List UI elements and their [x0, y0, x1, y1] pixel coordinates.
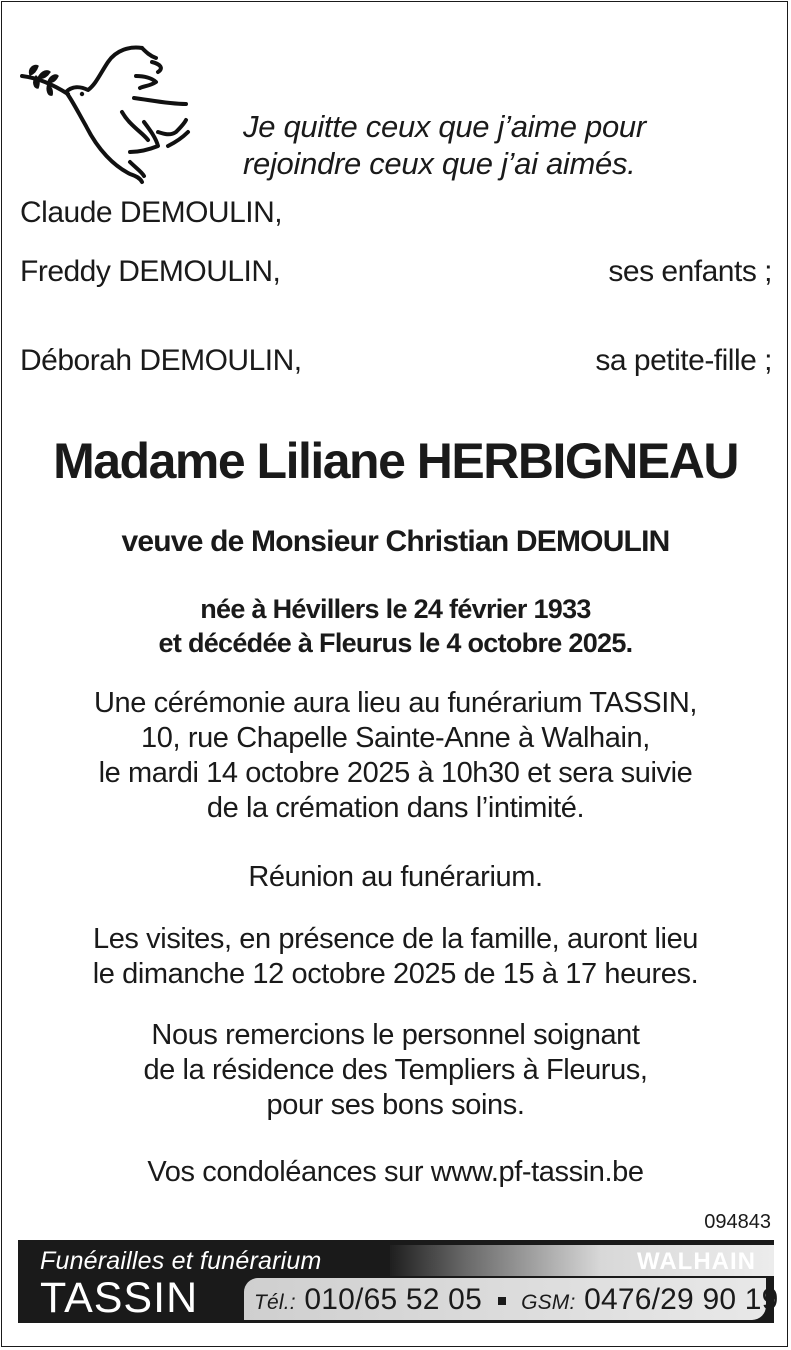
banner-town: WALHAIN [637, 1248, 756, 1275]
thanks-line: de la résidence des Templiers à Fleurus, [143, 1054, 648, 1086]
family-member-row [20, 252, 772, 292]
quote-line-1: Je quitte ceux que j’aime pour [243, 109, 646, 144]
birth-line: née à Hévillers le 24 février 1933 [200, 594, 591, 624]
ceremony-line: Une cérémonie aura lieu au funérarium TASSIN, [93, 687, 698, 719]
family-member-row [20, 341, 772, 381]
family-member-relation: ses enfants ; [608, 255, 772, 288]
family-member-row [20, 193, 772, 233]
ceremony-line: de la crémation dans l’intimité. [206, 792, 585, 824]
banner-phones [254, 1282, 779, 1321]
gsm-label: GSM: [521, 1291, 576, 1314]
dove-icon [18, 42, 196, 187]
epitaph-quote [243, 108, 763, 182]
thanks-line: pour ses bons soins. [266, 1089, 525, 1121]
widow-of-line: veuve de Monsieur Christian DEMOULIN [121, 525, 670, 558]
ceremony-paragraph [0, 686, 791, 826]
tel-number: 010/65 52 05 [304, 1283, 482, 1316]
ceremony-line: le mardi 14 octobre 2025 à 10h30 et sera suivie [98, 757, 693, 789]
visits-paragraph [0, 922, 791, 992]
quote-line-2: rejoindre ceux que j’ai aimés. [243, 146, 636, 181]
deceased-name: Madame Liliane HERBIGNEAU [53, 433, 738, 489]
ceremony-line: 10, rue Chapelle Sainte-Anne à Walhain, [141, 722, 650, 754]
visits-line: le dimanche 12 octobre 2025 de 15 à 17 heures. [92, 958, 699, 990]
family-member-name: Freddy DEMOULIN, [20, 255, 281, 288]
birth-death-dates [0, 592, 791, 660]
visits-line: Les visites, en présence de la famille, auront lieu [92, 923, 699, 955]
reunion-line: Réunion au funérarium. [248, 861, 543, 893]
thanks-paragraph [0, 1018, 791, 1123]
thanks-line: Nous remercions le personnel soignant [151, 1019, 640, 1051]
banner-brand: TASSIN [40, 1274, 199, 1322]
condolences-line: Vos condoléances sur www.pf-tassin.be [147, 1156, 644, 1188]
tel-label: Tél.: [254, 1291, 296, 1314]
banner-tagline: Funérailles et funérarium [40, 1247, 322, 1275]
gsm-number: 0476/29 90 19 [584, 1283, 779, 1316]
family-member-name: Claude DEMOULIN, [20, 196, 283, 229]
family-member-relation: sa petite-fille ; [595, 344, 772, 377]
funeral-home-banner [18, 1240, 779, 1323]
reference-number: 094843 [704, 1211, 771, 1233]
family-member-name: Déborah DEMOULIN, [20, 344, 302, 377]
death-line: et décédée à Fleurus le 4 octobre 2025. [158, 628, 633, 658]
separator-square-icon [498, 1297, 506, 1305]
